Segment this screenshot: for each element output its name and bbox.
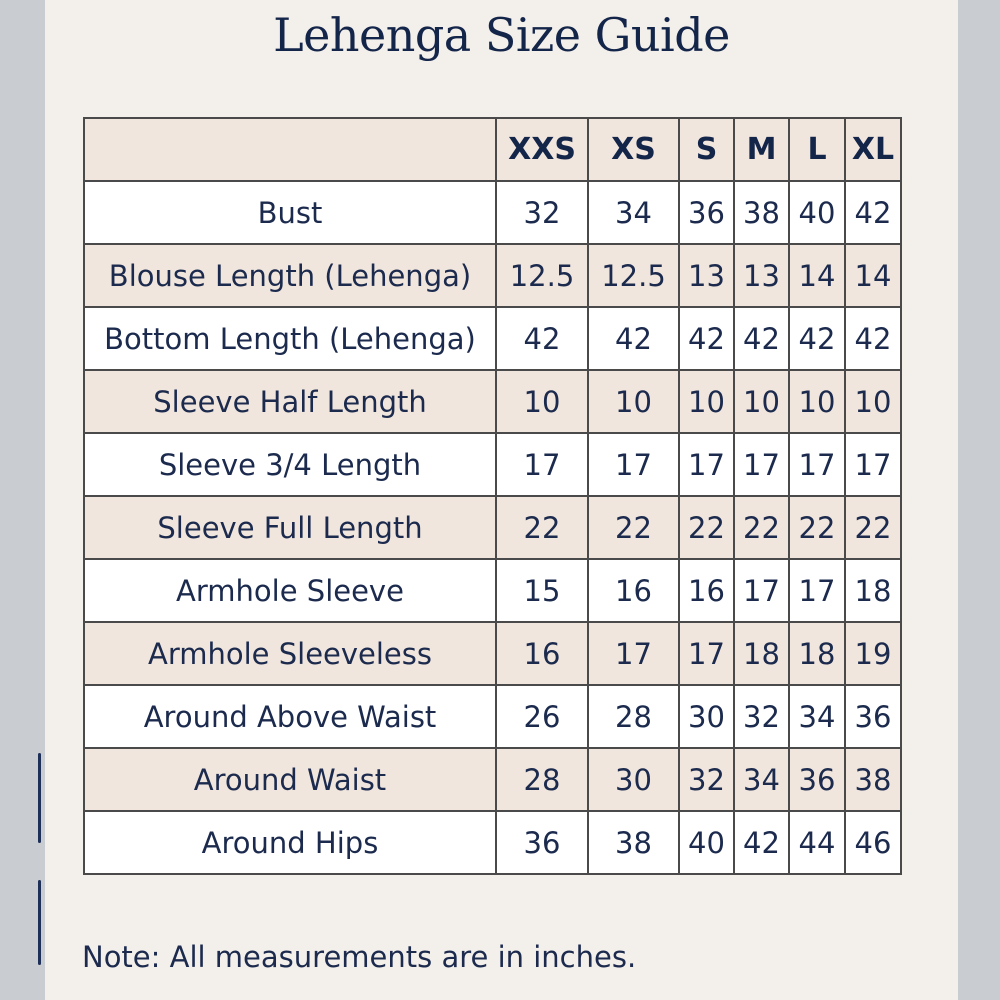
left-edge-mark — [38, 880, 41, 965]
value-cell: 34 — [734, 748, 789, 811]
row-label-cell: Bottom Length (Lehenga) — [84, 307, 496, 370]
value-cell: 16 — [588, 559, 679, 622]
row-label-cell: Armhole Sleeveless — [84, 622, 496, 685]
value-cell: 38 — [734, 181, 789, 244]
table-row — [84, 811, 901, 874]
value-cell: 22 — [845, 496, 901, 559]
value-cell: 32 — [734, 685, 789, 748]
value-cell: 22 — [496, 496, 588, 559]
value-cell: 17 — [789, 559, 845, 622]
value-cell: 22 — [789, 496, 845, 559]
table-header-row — [84, 118, 901, 181]
left-edge-mark — [38, 753, 41, 843]
value-cell: 17 — [496, 433, 588, 496]
table-row — [84, 622, 901, 685]
row-label-cell: Around Hips — [84, 811, 496, 874]
left-page-edge — [0, 0, 45, 1000]
value-cell: 10 — [845, 370, 901, 433]
value-cell: 30 — [588, 748, 679, 811]
value-cell: 17 — [789, 433, 845, 496]
value-cell: 12.5 — [588, 244, 679, 307]
value-cell: 42 — [496, 307, 588, 370]
value-cell: 32 — [496, 181, 588, 244]
value-cell: 16 — [679, 559, 734, 622]
right-page-edge — [958, 0, 1000, 1000]
value-cell: 13 — [734, 244, 789, 307]
header-cell-xxs: XXS — [496, 118, 588, 181]
value-cell: 18 — [789, 622, 845, 685]
table-row — [84, 748, 901, 811]
value-cell: 40 — [789, 181, 845, 244]
value-cell: 42 — [734, 811, 789, 874]
value-cell: 10 — [679, 370, 734, 433]
row-label-cell: Blouse Length (Lehenga) — [84, 244, 496, 307]
value-cell: 42 — [588, 307, 679, 370]
table-row — [84, 370, 901, 433]
table-row — [84, 433, 901, 496]
size-table — [83, 117, 902, 875]
value-cell: 30 — [679, 685, 734, 748]
value-cell: 22 — [679, 496, 734, 559]
value-cell: 36 — [789, 748, 845, 811]
row-label-cell: Armhole Sleeve — [84, 559, 496, 622]
row-label-cell: Sleeve 3/4 Length — [84, 433, 496, 496]
header-cell-s: S — [679, 118, 734, 181]
page-title: Lehenga Size Guide — [273, 8, 730, 62]
value-cell: 38 — [845, 748, 901, 811]
table-row — [84, 181, 901, 244]
row-label-cell: Around Waist — [84, 748, 496, 811]
value-cell: 42 — [845, 181, 901, 244]
value-cell: 17 — [845, 433, 901, 496]
value-cell: 22 — [734, 496, 789, 559]
value-cell: 32 — [679, 748, 734, 811]
value-cell: 44 — [789, 811, 845, 874]
row-label-cell: Sleeve Half Length — [84, 370, 496, 433]
value-cell: 10 — [496, 370, 588, 433]
value-cell: 42 — [845, 307, 901, 370]
value-cell: 28 — [496, 748, 588, 811]
value-cell: 42 — [679, 307, 734, 370]
value-cell: 13 — [679, 244, 734, 307]
value-cell: 16 — [496, 622, 588, 685]
value-cell: 36 — [496, 811, 588, 874]
value-cell: 10 — [588, 370, 679, 433]
table-row — [84, 307, 901, 370]
row-label-cell: Around Above Waist — [84, 685, 496, 748]
value-cell: 14 — [789, 244, 845, 307]
header-cell-m: M — [734, 118, 789, 181]
value-cell: 17 — [679, 622, 734, 685]
header-cell-xs: XS — [588, 118, 679, 181]
value-cell: 17 — [734, 433, 789, 496]
header-cell-l: L — [789, 118, 845, 181]
value-cell: 10 — [789, 370, 845, 433]
row-label-cell: Sleeve Full Length — [84, 496, 496, 559]
value-cell: 28 — [588, 685, 679, 748]
measurement-note: Note: All measurements are in inches. — [82, 940, 637, 974]
value-cell: 34 — [588, 181, 679, 244]
value-cell: 46 — [845, 811, 901, 874]
value-cell: 18 — [845, 559, 901, 622]
value-cell: 36 — [845, 685, 901, 748]
value-cell: 17 — [588, 622, 679, 685]
value-cell: 22 — [588, 496, 679, 559]
value-cell: 12.5 — [496, 244, 588, 307]
value-cell: 19 — [845, 622, 901, 685]
value-cell: 36 — [679, 181, 734, 244]
table-row — [84, 496, 901, 559]
value-cell: 40 — [679, 811, 734, 874]
value-cell: 26 — [496, 685, 588, 748]
table-row — [84, 559, 901, 622]
table-row — [84, 244, 901, 307]
value-cell: 17 — [679, 433, 734, 496]
value-cell: 15 — [496, 559, 588, 622]
value-cell: 42 — [789, 307, 845, 370]
table-row — [84, 685, 901, 748]
size-guide-card — [45, 0, 958, 1000]
value-cell: 18 — [734, 622, 789, 685]
value-cell: 42 — [734, 307, 789, 370]
value-cell: 17 — [588, 433, 679, 496]
header-corner-cell — [84, 118, 496, 181]
value-cell: 38 — [588, 811, 679, 874]
value-cell: 17 — [734, 559, 789, 622]
row-label-cell: Bust — [84, 181, 496, 244]
value-cell: 14 — [845, 244, 901, 307]
value-cell: 10 — [734, 370, 789, 433]
value-cell: 34 — [789, 685, 845, 748]
header-cell-xl: XL — [845, 118, 901, 181]
